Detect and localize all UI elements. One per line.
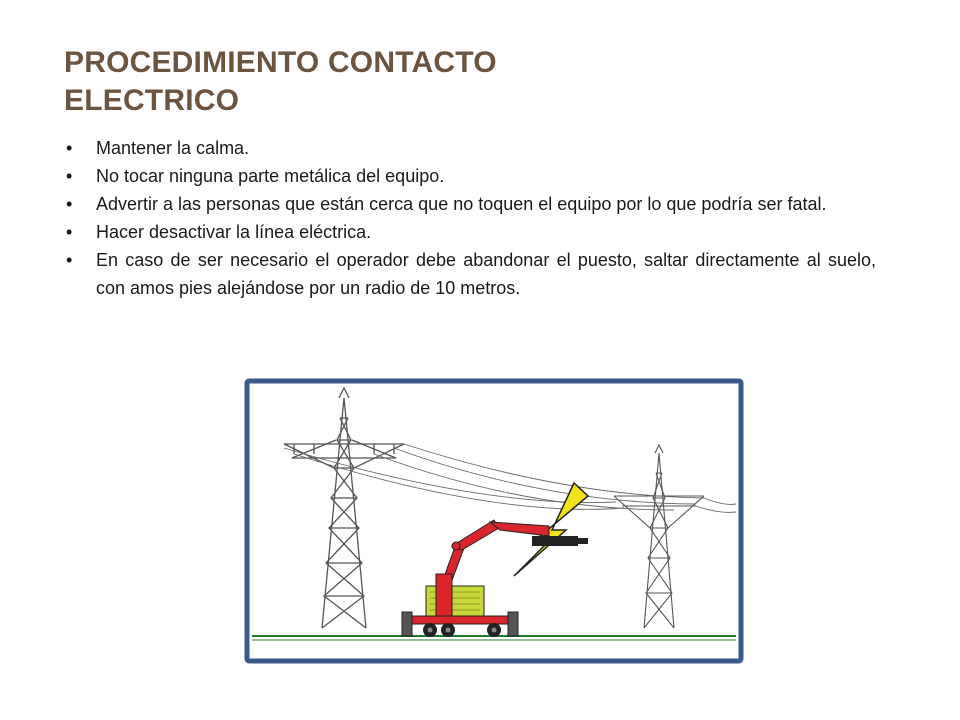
bullet-item: • Mantener la calma. [66,134,876,162]
bullet-item: • En caso de ser necesario el operador debe abandonar el puesto, saltar directamente al suelo, con amos pies alejándose por un radio de 10 metros. [66,246,876,302]
power-line-accident-illustration [244,378,744,664]
bullet-list [66,134,876,302]
bullet-item: • Advertir a las personas que están cerca que no toquen el equipo por lo que podría ser fatal. [66,190,876,218]
slide-title: PROCEDIMIENTO CONTACTO ELECTRICO [64,46,497,117]
bullet-item: • Hacer desactivar la línea eléctrica. [66,218,876,246]
bullet-item: • No tocar ninguna parte metálica del equipo. [66,162,876,190]
